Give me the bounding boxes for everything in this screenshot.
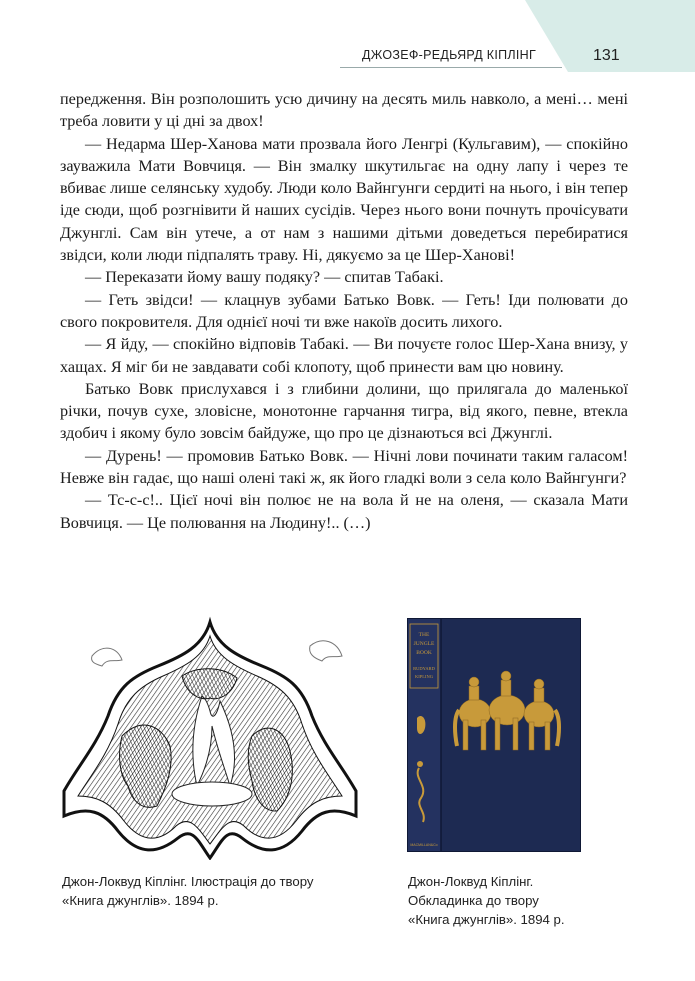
paragraph: — Тс-с-с!.. Цієї ночі він полює не на вола й не на оленя, — сказала Мати Вовчиця. — Це полювання на Людину!.. (…) — [60, 491, 628, 532]
book-cover-caption — [408, 872, 598, 929]
paragraph: передження. Він розполошить усю дичину на десять миль навколо, а мені… мені треба ловити у ці дні за двох! — [60, 90, 628, 131]
paragraph: — Переказати йому вашу подяку? — спитав Табакі. — [85, 268, 444, 287]
cover-publisher: MACMILLAN&Co — [410, 843, 438, 847]
cover-title-line-3: BOOK — [416, 650, 432, 656]
paragraph: — Дурень! — промовив Батько Вовк. — Нічні лови починати таким галасом! Невже він гадає, що наші олені такі ж, як його гладкі воли з села коло Вайнгунги? — [60, 446, 628, 488]
caption-line: Джон-Локвуд Кіплінг. — [408, 874, 534, 889]
header-rule — [340, 67, 562, 68]
illustration-image — [62, 616, 358, 860]
page-number: 131 — [593, 47, 620, 64]
paragraph: Батько Вовк прислухався і з глибини долини, що прилягала до маленької річки, почув сухе, зловісне, монотонне гарчання тигра, від якого, певне, втекла здобич і якому було зовсім байдуже, що про це дізнаються всі Джунглі. — [60, 379, 628, 443]
caption-line: Обкладинка до твору — [408, 893, 539, 908]
running-header-title: ДЖОЗЕФ-РЕДЬЯРД КІПЛІНГ — [362, 48, 537, 62]
cover-title-line-2: JUNGLE — [413, 641, 435, 647]
paragraph: — Я йду, — спокійно відповів Табакі. — Ви почуєте голос Шер-Хана внизу, у хащах. Я міг би не завдавати собі клопоту, щоб принести вам цю новину. — [60, 335, 628, 376]
paragraph: — Геть звідси! — клацнув зубами Батько Вовк. — Геть! Іди полювати до свого покровителя. Для однієї ночі ти вже накоїв досить лихого. — [60, 290, 628, 331]
paragraph: — Недарма Шер-Ханова мати прозвала його Ленгрі (Кульгавим), — спокійно зауважила Мати Вовчиця. — Він змалку шкутильгає на одну лапу і через те вбиває лише селянську худобу. Люди коло Вайнгунги сердиті на нього, і він тепер іде сюди, щоб розгнівити й наших сусідів. Через нього вони почнуть прочісувати Джунглі. Сам він утече, а от нам з нашими дітьми доведеться перебиратися звідси, коли люди підпалять траву. Ні, дякуємо за це Шер-Ханові! — [60, 134, 628, 265]
cover-author-line-2: KIPLING — [415, 674, 433, 679]
caption-line: «Книга джунглів». 1894 р. — [408, 912, 565, 927]
caption-line: Джон-Локвуд Кіплінг. Ілюстрація до твору — [62, 874, 314, 889]
cover-author-line-1: RUDYARD — [413, 666, 435, 671]
cover-title-line-1: THE — [418, 632, 430, 638]
page-number-tab — [568, 0, 695, 72]
body-text — [60, 88, 628, 534]
book-cover-image — [407, 618, 581, 852]
caption-line: «Книга джунглів». 1894 р. — [62, 893, 219, 908]
illustration-caption — [62, 872, 372, 910]
